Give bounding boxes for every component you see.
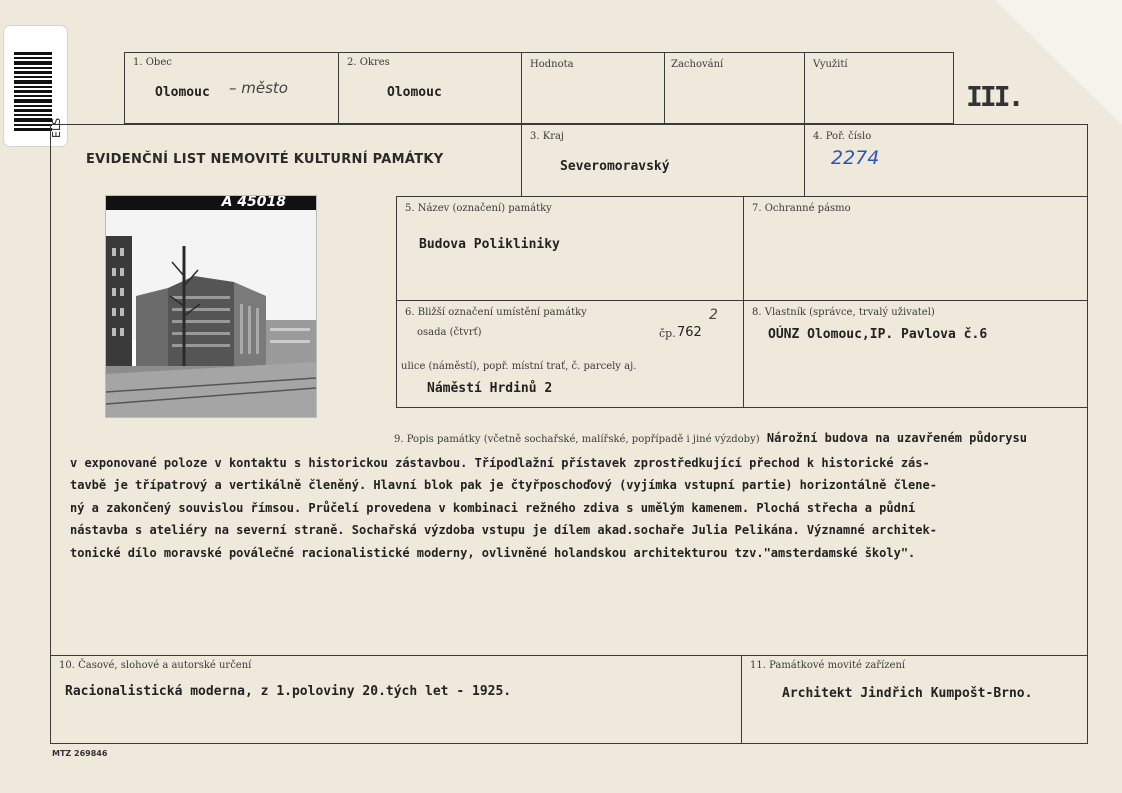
field-label: Využití [813,59,848,70]
popis-line-first [70,427,1070,452]
field-label: 11. Památkové movité zařízení [750,660,906,671]
field-vlastnik [743,300,1088,408]
field-value: Architekt Jindřich Kumpošt-Brno. [782,686,1033,701]
popis-line: tonické dílo moravské poválečné racionalistické moderny, ovlivněné holandskou architekturou tzv."amsterdamské školy". [70,545,916,560]
popis-line: v exponované poloze v kontaktu s historickou zástavbou. Třípodlažní přístavek zprostředkující přechod k historické zás- [70,455,930,470]
field-value: Budova Polikliniky [419,237,560,252]
field-value: Olomouc [387,85,442,100]
field-popis [70,427,1070,564]
popis-first-text: Nárožní budova na uzavřeném půdorysu [766,431,1027,445]
field-value: Severomoravský [560,159,670,174]
popis-line: tavbě je třípatrový a vertikálně členěný. Hlavní blok pak je čtyřposchoďový (vyjímka vstupní partie) horizontálně člene- [70,478,937,492]
popis-line: ný a zakončený souvislou římsou. Průčelí provedena v kombinaci režného zdiva s umělým kamenem. Plochá střecha a půdní [70,500,916,515]
field-label: Zachování [671,59,724,70]
osada-label: osada (čtvrť) [417,327,482,338]
handwritten-note: – město [229,79,288,97]
field-label: 3. Kraj [530,131,565,142]
photo-code: A 45018 [221,196,286,210]
field-label: 7. Ochranné pásmo [752,203,851,214]
ulice-value: Náměstí Hrdinů 2 [427,381,553,396]
cp-handwritten: 2 [709,307,718,323]
footer-code: MTZ 269846 [52,749,108,758]
field-label: 5. Název (označení) památky [405,203,552,214]
field-por-cislo [804,124,1088,197]
field-vyuziti [804,52,954,124]
field-okres [338,52,522,124]
barcode-icon [14,52,52,132]
field-zachovani [664,52,805,124]
field-label: 9. Popis památky (včetně sochařské, malířské, popřípadě i jiné výzdoby) [394,434,760,445]
field-label: 8. Vlastník (správce, trvalý uživatel) [752,307,935,318]
field-value: OÚNZ Olomouc,IP. Pavlova č.6 [768,327,988,342]
field-umisteni [396,300,744,408]
field-label: 2. Okres [347,57,390,68]
monument-photo [106,196,316,417]
page-title: EVIDENČNÍ LIST NEMOVITÉ KULTURNÍ PAMÁTKY [86,152,444,167]
field-kraj [521,124,805,197]
field-zarizeni [741,655,1088,744]
field-hodnota [521,52,665,124]
popis-line: nástavba s ateliéry na severní straně. Sochařská výzdoba vstupu je dílem akad.sochaře Julia Pelikána. Významné architek- [70,523,937,537]
cp-value: 762 [677,325,702,340]
field-value: 2274 [831,147,880,169]
cp-label: čp. [659,327,676,340]
field-nazev [396,196,744,301]
roman-numeral: III. [966,80,1022,113]
barcode-label: ELS [50,117,63,138]
field-obec [124,52,339,124]
field-label: 10. Časové, slohové a autorské určení [59,660,252,671]
field-label: 6. Bližší označení umístění památky [405,307,587,318]
building-illustration [106,196,316,417]
field-label: 1. Obec [133,57,172,68]
field-value: Olomouc [155,85,210,100]
field-label: Hodnota [530,59,574,70]
field-value: Racionalistická moderna, z 1.poloviny 20.tých let - 1925. [65,684,512,699]
field-urceni [50,655,742,744]
ulice-label: ulice (náměstí), popř. místní trať, č. parcely aj. [401,361,637,372]
field-ochranne-pasmo [743,196,1088,301]
field-label: 4. Poř. číslo [813,131,872,142]
